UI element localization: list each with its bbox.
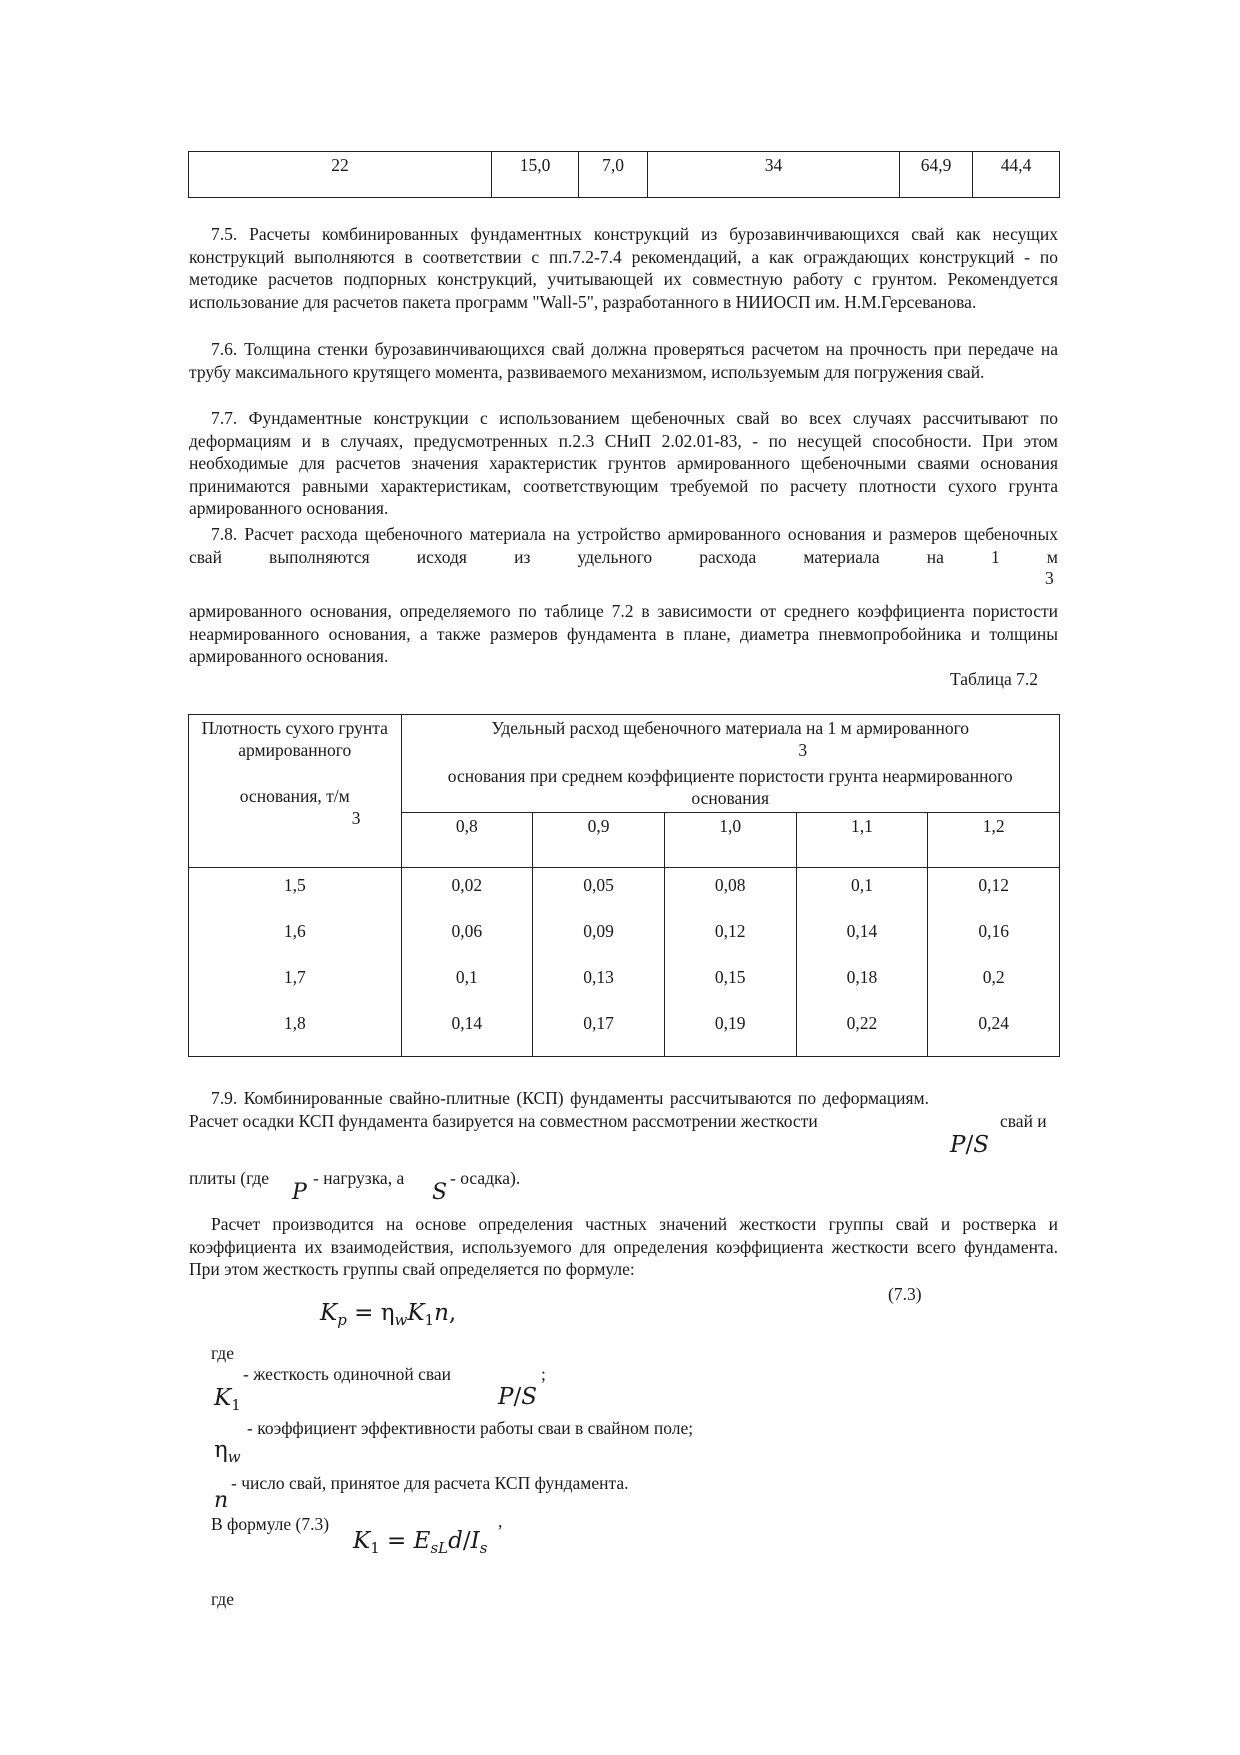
value-column <box>796 868 928 1057</box>
symbol-eta: $\eta_w$ <box>214 1437 241 1466</box>
value-cell: 0,05 <box>583 875 614 895</box>
definition-n: - число свай, принятое для расчета КСП фундамента. <box>231 1473 629 1493</box>
table-cell: 44,4 <box>973 152 1060 198</box>
value-column <box>533 868 665 1057</box>
table-7-2 <box>188 714 1060 1057</box>
symbol-s: S <box>432 1180 448 1205</box>
paragraph-7-9: 7.9. Комбинированные свайно-плитные (КСП) фундаменты рассчитываются по деформациям. Расчет осадки КСП фундамента базируется на совместном рассмотрении жесткости <box>189 1088 929 1131</box>
table-cell: 22 <box>189 152 492 198</box>
value-cell: 0,13 <box>583 967 614 987</box>
table-cell: 34 <box>648 152 900 198</box>
porosity-cell: 1,2 <box>928 813 1060 868</box>
symbol-p: P <box>292 1180 307 1205</box>
formula-k1: $K_1 = E_{sL}d/I_s$ <box>353 1528 488 1557</box>
header-consumption-label: Удельный расход щебеночного материала на 1 м армированного <box>491 718 970 738</box>
value-cell: 0,1 <box>850 875 873 895</box>
value-cell: 0,19 <box>714 1013 746 1033</box>
superscript-3: 3 <box>798 740 808 760</box>
value-cell: 0,06 <box>451 921 483 941</box>
paragraph-calculation: Расчет производится на основе определения частных значений жесткости группы свай и ростверка и коэффициента их взаимодействия, используемого для определения коэффициента жесткости всего фундамента. При этом жесткость группы свай определяется по формуле: <box>189 1214 1058 1280</box>
density-value: 1,8 <box>283 1013 306 1033</box>
superscript-3: 3 <box>1045 568 1054 588</box>
paragraph-7-8: 7.8. Расчет расхода щебеночного материала на устройство армированного основания и размеров щебеночных свай выполняются исходя из удельного расхода материала на 1 м <box>189 524 1058 567</box>
superscript-3: 3 <box>351 808 361 828</box>
paragraph-7-7: 7.7. Фундаментные конструкции с использованием щебеночных свай во всех случаях рассчитывают по деформациям и в случаях, предусмотренных п.2.3 СНиП 2.02.01-83, - по несущей способности. При этом необходимые для расчетов значения характеристик грунтов армированного щебеночными сваями основания принимаются равными характеристикам, соответствующим требуемой по расчету плотности сухого грунта армированного основания. <box>189 408 1058 519</box>
header-density-unit: основания, т/м <box>239 786 350 806</box>
table-body <box>189 868 1060 1057</box>
in-formula-label: В формуле (7.3) <box>211 1514 330 1534</box>
value-cell: 0,18 <box>846 967 878 987</box>
header-density <box>189 715 402 868</box>
value-cell: 0,14 <box>451 1013 483 1033</box>
density-value: 1,6 <box>283 921 306 941</box>
density-value: 1,7 <box>283 967 306 987</box>
value-cell: 0,14 <box>846 921 878 941</box>
symbol-n: n <box>214 1488 229 1513</box>
value-cell: 0,1 <box>455 967 478 987</box>
formula-7-3: $K_p = \eta_wK_1n$, <box>320 1300 457 1329</box>
value-cell: 0,2 <box>982 967 1005 987</box>
value-cell: 0,16 <box>978 921 1009 941</box>
paragraph-7-6: 7.6. Толщина стенки бурозавинчивающихся свай должна проверяться расчетом на прочность при передаче на трубу максимального крутящего момента, развиваемого механизмом, используемым для погружения свай. <box>189 339 1058 382</box>
value-cell: 0,12 <box>978 875 1009 895</box>
formula-p-over-s: P/S <box>950 1132 989 1158</box>
porosity-cell: 1,1 <box>796 813 928 868</box>
value-cell: 0,15 <box>714 967 746 987</box>
table-caption: Таблица 7.2 <box>950 669 1038 689</box>
paragraph-7-5: 7.5. Расчеты комбинированных фундаментных конструкций из бурозавинчивающихся свай как несущих конструкций выполняются в соответствии с пп.7.2-7.4 рекомендаций, а как ограждающих конструкций - по методике расчетов подпорных конструкций, учитывающей их совместную работу с грунтом. Рекомендуется использование для расчетов пакета программ "Wall-5", разработанного в НИИОСП им. Н.М.Герсеванова. <box>189 224 1058 312</box>
value-column <box>401 868 533 1057</box>
definition-eta: - коэффициент эффективности работы сваи в свайном поле; <box>247 1418 694 1438</box>
value-cell: 0,02 <box>451 875 483 895</box>
paragraph-7-9-end: свай и <box>1000 1111 1047 1131</box>
definition-k1-end: ; <box>541 1364 546 1384</box>
header-density-label: Плотность сухого грунта армированного <box>201 718 388 760</box>
value-cell: 0,08 <box>714 875 746 895</box>
top-table <box>188 151 1060 198</box>
value-cell: 0,12 <box>714 921 746 941</box>
value-column <box>928 868 1060 1057</box>
in-formula-end: , <box>498 1511 503 1531</box>
density-value: 1,5 <box>283 875 306 895</box>
table-header-row <box>189 715 1060 813</box>
value-cell: 0,24 <box>978 1013 1009 1033</box>
symbol-k1: $K_1$ <box>214 1385 241 1414</box>
paragraph-7-9-load: - нагрузка, а <box>313 1168 405 1188</box>
value-cell: 0,17 <box>583 1013 614 1033</box>
where-label-1: где <box>211 1343 234 1363</box>
value-cell: 0,22 <box>846 1013 878 1033</box>
formula-p-over-s-2: P/S <box>498 1384 537 1410</box>
porosity-cell: 1,0 <box>664 813 796 868</box>
porosity-cell: 0,9 <box>533 813 665 868</box>
porosity-cell: 0,8 <box>401 813 533 868</box>
table-cell: 64,9 <box>900 152 973 198</box>
table-cell: 15,0 <box>492 152 579 198</box>
formula-number: (7.3) <box>888 1284 922 1304</box>
definition-k1: - жесткость одиночной сваи <box>243 1364 452 1384</box>
value-cell: 0,09 <box>583 921 614 941</box>
paragraph-7-8-continued: армированного основания, определяемого по таблице 7.2 в зависимости от среднего коэффициента пористости неармированного основания, а также размеров фундамента в плане, диаметра пневмопробойника и толщины армированного основания. <box>189 601 1058 667</box>
where-label-2: где <box>211 1589 234 1609</box>
density-column <box>189 868 402 1057</box>
paragraph-7-9-plate: плиты (где <box>189 1168 270 1188</box>
header-consumption-label-2: основания при среднем коэффициенте пористости грунта неармированного основания <box>447 766 1013 808</box>
header-consumption <box>401 715 1060 813</box>
value-column <box>664 868 796 1057</box>
table-row <box>189 152 1060 198</box>
table-cell: 7,0 <box>579 152 648 198</box>
paragraph-7-9-settlement: - осадка). <box>450 1168 521 1188</box>
